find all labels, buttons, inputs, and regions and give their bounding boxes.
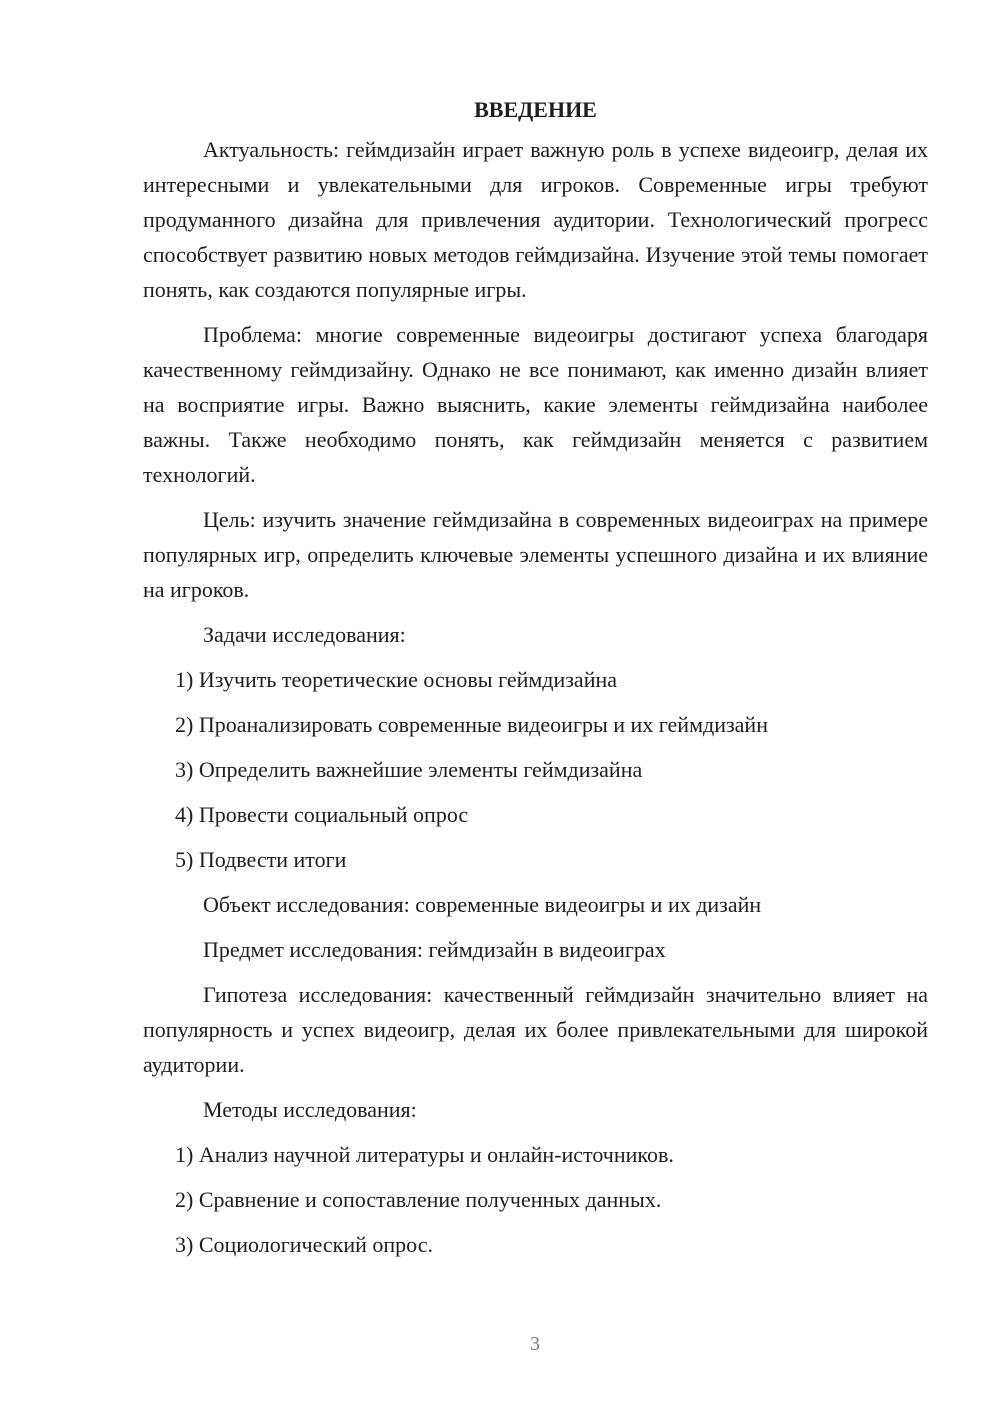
page-content [143, 92, 928, 1272]
methods-label: Методы исследования: [203, 1097, 417, 1122]
research-subject: Предмет исследования: геймдизайн в видеоиграх [203, 937, 666, 962]
task-item: 1) Изучить теоретические основы геймдизайна [175, 667, 618, 692]
method-item: 1) Анализ научной литературы и онлайн-источников. [175, 1142, 674, 1167]
relevance-paragraph: Актуальность: геймдизайн играет важную роль в успехе видеоигр, делая их интересными и увлекательными для игроков. Современные игры требуют продуманного дизайна для привлечения аудитории. Технологический прогресс способствует развитию новых методов геймдизайна. Изучение этой темы помогает понять, как создаются популярные игры. [143, 137, 928, 302]
task-item: 3) Определить важнейшие элементы геймдизайна [175, 757, 643, 782]
task-item: 2) Проанализировать современные видеоигры и их геймдизайн [175, 712, 768, 737]
goal-paragraph: Цель: изучить значение геймдизайна в современных видеоиграх на примере популярных игр, определить ключевые элементы успешного дизайна и их влияние на игроков. [143, 507, 928, 602]
problem-paragraph: Проблема: многие современные видеоигры достигают успеха благодаря качественному геймдизайну. Однако не все понимают, как именно дизайн влияет на восприятие игры. Важно выяснить, какие элементы геймдизайна наиболее важны. Также необходимо понять, как геймдизайн меняется с развитием технологий. [143, 322, 928, 487]
research-object: Объект исследования: современные видеоигры и их дизайн [203, 892, 762, 917]
method-item: 2) Сравнение и сопоставление полученных данных. [175, 1187, 662, 1212]
hypothesis-paragraph: Гипотеза исследования: качественный геймдизайн значительно влияет на популярность и успех видеоигр, делая их более привлекательными для широкой аудитории. [143, 982, 928, 1077]
section-heading: ВВЕДЕНИЕ [474, 97, 597, 122]
method-item: 3) Социологический опрос. [175, 1232, 433, 1257]
page-number: 3 [530, 1333, 540, 1355]
task-item: 5) Подвести итоги [175, 847, 347, 872]
tasks-label: Задачи исследования: [203, 622, 406, 647]
task-item: 4) Провести социальный опрос [175, 802, 469, 827]
